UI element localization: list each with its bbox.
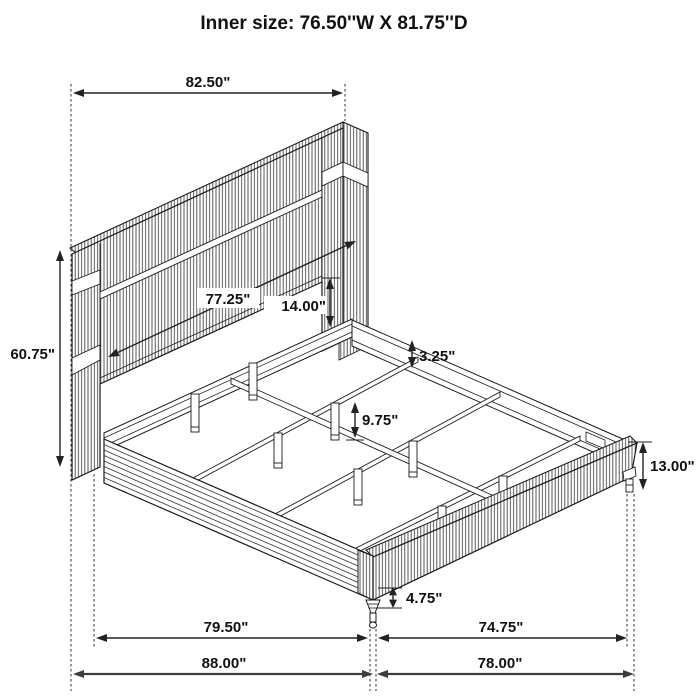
headboard-side-face <box>343 122 368 352</box>
support-leg <box>331 403 339 440</box>
dim-label-79-50: 79.50" <box>203 619 249 636</box>
diagram-title: Inner size: 76.50''W X 81.75''D <box>200 13 468 34</box>
dim-label-60-75: 60.75" <box>10 346 55 363</box>
dim-label-13-00: 13.00" <box>650 458 695 475</box>
corner-wrap <box>358 550 373 600</box>
dim-label-14-00: 14.00" <box>281 298 326 315</box>
dim-label-78-00: 78.00" <box>477 655 523 672</box>
support-leg <box>249 363 257 400</box>
dim-label-88-00: 88.00" <box>201 655 247 672</box>
dim-label-82-50: 82.50" <box>185 74 231 91</box>
dim-label-74-75: 74.75" <box>478 619 524 636</box>
support-leg <box>191 394 199 432</box>
dim-label-9-75: 9.75" <box>362 412 399 429</box>
dim-label-77-25: 77.25" <box>205 291 251 308</box>
dim-label-4-75: 4.75" <box>406 590 443 607</box>
dim-label-3-25: 3.25" <box>419 348 456 365</box>
